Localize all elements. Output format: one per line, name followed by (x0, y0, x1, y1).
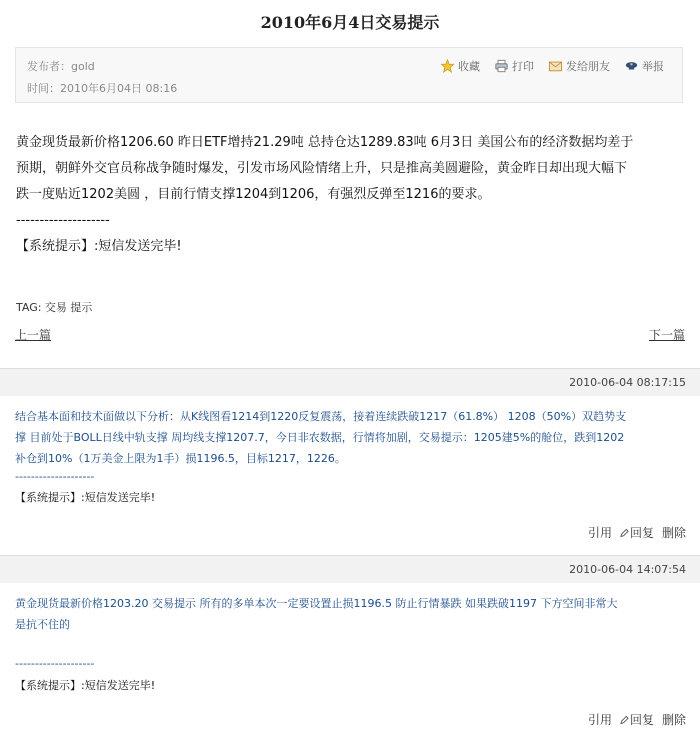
comment-line: 是抗不住的 (15, 618, 70, 631)
comment-divider: -------------------- (15, 470, 95, 483)
publish-time: 时间：2010年6月04日 08:16 (27, 82, 178, 95)
comment-system-notice: 【系统提示】:短信发送完毕! (15, 679, 156, 692)
comment-line: 补仓到10%（1万美金上限为1手）损1196.5，目标1217，1226。 (15, 452, 346, 465)
comment-header (0, 368, 700, 396)
comment-body (15, 406, 685, 469)
tag-line: TAG: 交易 提示 (16, 301, 93, 314)
report-button[interactable] (624, 58, 664, 74)
report-icon (624, 59, 639, 73)
comment-line: 结合基本面和技术面做以下分析：从K线图看1214到1220反复震荡，接着连续跌破1217（61.8%） 1208（50%）双趋势支 (15, 410, 627, 423)
share-label: 发给朋友 (566, 60, 610, 73)
report-label: 举报 (642, 60, 664, 73)
share-button[interactable] (548, 58, 610, 74)
reply-label: 回复 (629, 713, 654, 727)
content-line: 预期，朝鲜外交官员称战争随时爆发，引发市场风险情绪上升，只是推高美圆避险，黄金昨日却出现大幅下 (16, 161, 628, 176)
quote-button[interactable]: 引用 (587, 713, 612, 727)
comment-divider: -------------------- (15, 657, 95, 670)
comment (0, 368, 700, 554)
comment-time: 2010-06-04 14:07:54 (569, 563, 686, 576)
page-title: 2010年6月4日交易提示 (260, 13, 440, 32)
favorite-button[interactable] (440, 58, 480, 74)
prev-link[interactable]: 上一篇 (15, 328, 52, 342)
comment-system-notice: 【系统提示】:短信发送完毕! (15, 491, 156, 504)
comment-time: 2010-06-04 08:17:15 (569, 376, 686, 389)
content-line: 黄金现货最新价格1206.60 昨日ETF增持21.29吨 总持仓达1289.83吨 6月3日 美国公布的经济数据均差于 (16, 135, 634, 150)
content-divider: -------------------- (16, 213, 110, 228)
comment-header (0, 555, 700, 583)
print-button[interactable] (494, 58, 534, 74)
prev-next-nav (15, 326, 685, 343)
comment-line: 撑 目前处于BOLL日线中轨支撑 周均线支撑1207.7，今日非农数据，行情将加剧，交易提示：1205建5%的舱位，跌到1202 (15, 431, 625, 444)
pencil-icon (620, 528, 629, 538)
comment-actions (588, 524, 686, 541)
reply-button[interactable] (620, 711, 654, 728)
comment (0, 555, 700, 734)
comment-actions (588, 711, 686, 728)
publisher: 发布者：gold (27, 60, 95, 73)
reply-button[interactable] (620, 524, 654, 541)
next-link[interactable]: 下一篇 (648, 328, 685, 342)
delete-button[interactable]: 删除 (661, 526, 686, 540)
comment-line: 黄金现货最新价格1203.20 交易提示 所有的多单本次一定要设置止损1196.5 防止行情暴跌 如果跌破1197 下方空间非常大 (15, 597, 618, 610)
printer-icon (494, 59, 509, 73)
envelope-icon (548, 59, 563, 73)
comment-body (15, 593, 685, 635)
system-notice: 【系统提示】:短信发送完毕! (16, 239, 182, 254)
reply-label: 回复 (629, 526, 654, 540)
article-actions (440, 58, 664, 74)
article-meta-box (15, 47, 683, 103)
favorite-label: 收藏 (458, 60, 480, 73)
print-label: 打印 (512, 60, 534, 73)
content-line: 跌一度贴近1202美圆 ，目前行情支撑1204到1206，有强烈反弹至1216的要求。 (16, 187, 491, 202)
delete-button[interactable]: 删除 (661, 713, 686, 727)
pencil-icon (620, 715, 629, 725)
article-content (16, 130, 686, 260)
star-icon (440, 59, 455, 73)
quote-button[interactable]: 引用 (587, 526, 612, 540)
